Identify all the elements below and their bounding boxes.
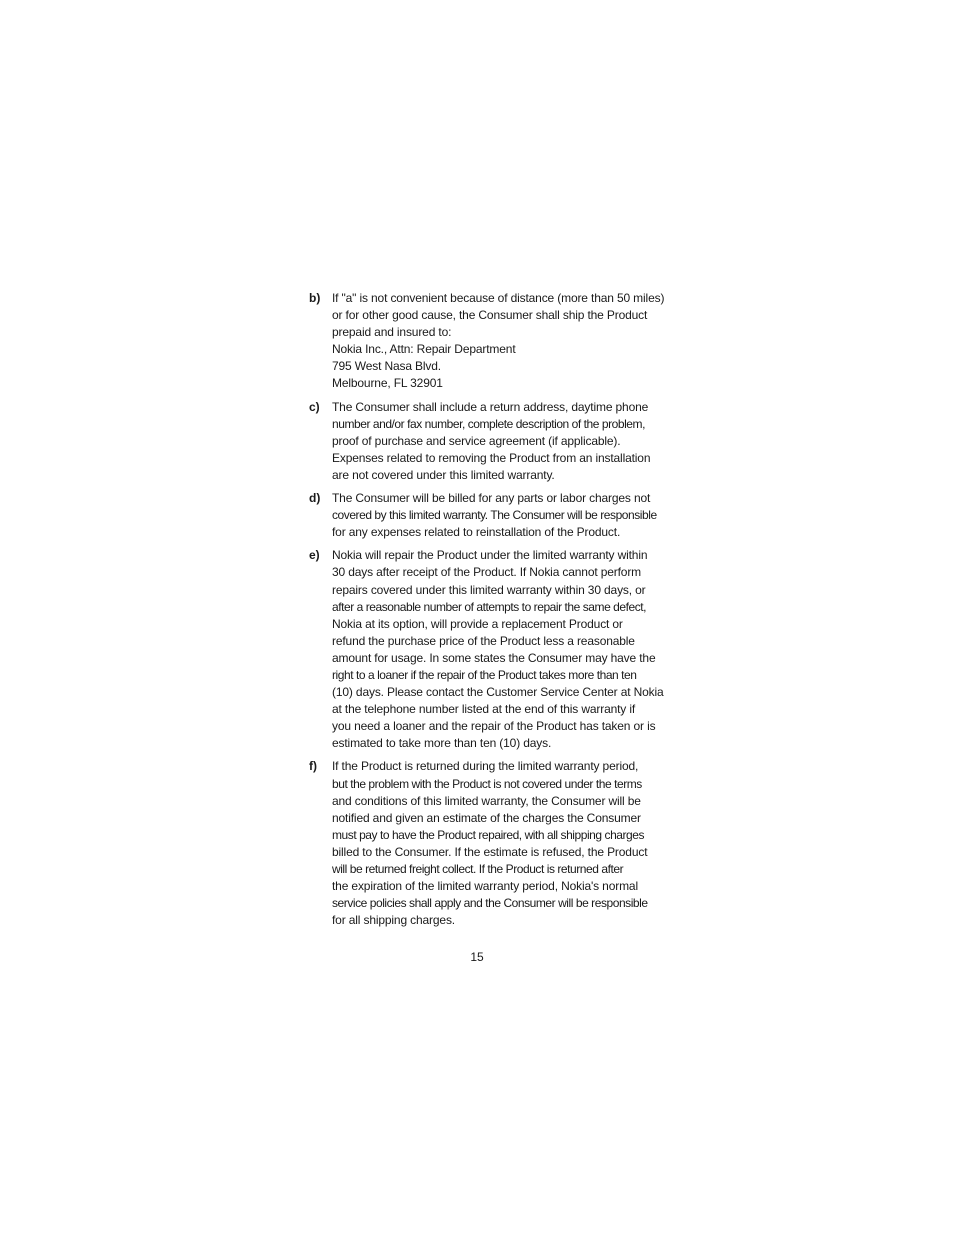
clause-label: e) [309, 548, 320, 563]
clause-text-line: for all shipping charges. [332, 913, 455, 928]
clause-text-line: billed to the Consumer. If the estimate is refused, the Product [332, 844, 648, 859]
address-line: Melbourne, FL 32901 [332, 376, 443, 391]
clause-text-line: (10) days. Please contact the Customer Service Center at Nokia [332, 685, 664, 700]
clause-text-line: prepaid and insured to: [332, 325, 452, 340]
clause-text-line: you need a loaner and the repair of the Product has taken or is [332, 719, 656, 734]
clause-c [309, 399, 677, 484]
clause-text-line: but the problem with the Product is not covered under the terms [332, 776, 642, 791]
clause-b [309, 290, 677, 393]
clause-text-line: and conditions of this limited warranty, the Consumer will be [332, 793, 641, 808]
clause-text-line: Nokia at its option, will provide a replacement Product or [332, 616, 623, 631]
clause-text-line: The Consumer shall include a return address, daytime phone [332, 399, 649, 414]
clause-text-line: service policies shall apply and the Consumer will be responsible [332, 896, 648, 911]
clause-text-line: after a reasonable number of attempts to repair the same defect, [332, 599, 647, 614]
clause-f [309, 758, 677, 929]
clause-text-line: at the telephone number listed at the end of this warranty if [332, 702, 636, 717]
clause-text-line: covered by this limited warranty. The Consumer will be responsible [332, 508, 657, 523]
clause-text-line: The Consumer will be billed for any parts or labor charges not [332, 491, 651, 506]
clause-label: c) [309, 399, 320, 414]
clause-text-line: repairs covered under this limited warranty within 30 days, or [332, 582, 646, 597]
clause-text-line: are not covered under this limited warranty. [332, 467, 555, 482]
clause-text-line: Expenses related to removing the Product from an installation [332, 450, 651, 465]
clause-text-line: notified and given an estimate of the charges the Consumer [332, 810, 641, 825]
clause-e [309, 547, 677, 752]
clause-text-line: for any expenses related to reinstallation of the Product. [332, 525, 621, 540]
clause-text-line: or for other good cause, the Consumer shall ship the Product [332, 308, 648, 323]
clause-text-line: If "a" is not convenient because of distance (more than 50 miles) [332, 291, 665, 305]
clause-text-line: the expiration of the limited warranty period, Nokia's normal [332, 879, 638, 894]
address-line: 795 West Nasa Blvd. [332, 359, 441, 374]
clause-label: d) [309, 491, 321, 506]
clause-label: f) [309, 759, 317, 774]
clause-text-line: will be returned freight collect. If the Product is returned after [332, 862, 624, 876]
page-number: 15 [470, 950, 484, 964]
clause-text-line: number and/or fax number, complete description of the problem, [332, 416, 645, 431]
clause-text-line: 30 days after receipt of the Product. If Nokia cannot perform [332, 565, 642, 580]
clause-text-line: amount for usage. In some states the Consumer may have the [332, 650, 656, 665]
clause-text-line: If the Product is returned during the limited warranty period, [332, 759, 639, 774]
clause-label: b) [309, 291, 321, 305]
clause-text-line: right to a loaner if the repair of the Product takes more than ten [332, 667, 637, 682]
clause-text-line: proof of purchase and service agreement (if applicable). [332, 433, 621, 448]
clause-text-line: Nokia will repair the Product under the limited warranty within [332, 548, 648, 563]
clause-text-line: refund the purchase price of the Product less a reasonable [332, 633, 635, 648]
address-line: Nokia Inc., Attn: Repair Department [332, 342, 516, 357]
warranty-clauses [309, 290, 677, 935]
clause-d [309, 490, 677, 541]
clause-text-line: estimated to take more than ten (10) days. [332, 736, 552, 751]
clause-text-line: must pay to have the Product repaired, with all shipping charges [332, 827, 645, 842]
